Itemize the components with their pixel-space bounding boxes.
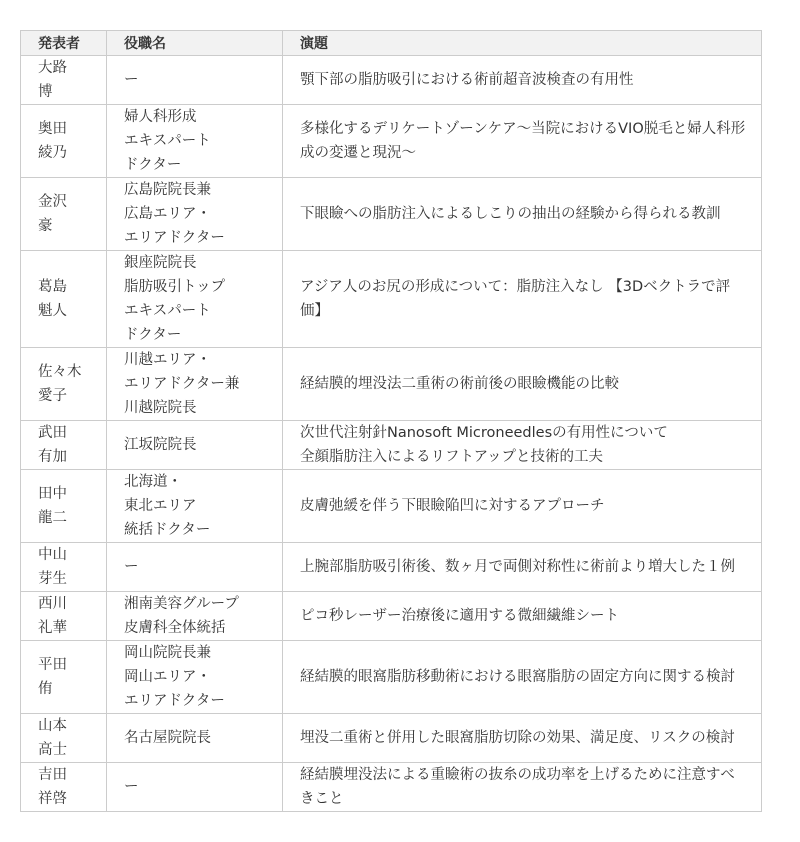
table-row <box>21 543 762 592</box>
position-cell: 川越エリア・ エリアドクター兼 川越院院長 <box>107 348 283 421</box>
title-cell: 顎下部の脂肪吸引における術前超音波検査の有用性 <box>283 56 762 105</box>
title-cell: 下眼瞼への脂肪注入によるしこりの抽出の経験から得られる教訓 <box>283 178 762 251</box>
presenter-cell: 田中 龍二 <box>21 470 107 543</box>
table-body <box>21 56 762 812</box>
presenter-cell: 吉田 祥啓 <box>21 763 107 812</box>
presenter-cell: 平田 侑 <box>21 641 107 714</box>
presenter-cell: 奥田 綾乃 <box>21 105 107 178</box>
presenter-cell: 金沢 豪 <box>21 178 107 251</box>
title-cell: 埋没二重術と併用した眼窩脂肪切除の効果、満足度、リスクの検討 <box>283 714 762 763</box>
table-row <box>21 178 762 251</box>
title-cell: 次世代注射針Nanosoft Microneedlesの有用性について 全顔脂肪注入によるリフトアップと技術的工夫 <box>283 421 762 470</box>
position-cell: 湘南美容グループ 皮膚科全体統括 <box>107 592 283 641</box>
header-presenter: 発表者 <box>21 31 107 56</box>
position-cell: 広島院院長兼 広島エリア・ エリアドクター <box>107 178 283 251</box>
position-cell: 江坂院院長 <box>107 421 283 470</box>
presenter-cell: 山本 高士 <box>21 714 107 763</box>
table-row <box>21 592 762 641</box>
title-cell: 経結膜的眼窩脂肪移動術における眼窩脂肪の固定方向に関する検討 <box>283 641 762 714</box>
presentation-table <box>20 30 762 812</box>
title-cell: 経結膜的埋没法二重術の術前後の眼瞼機能の比較 <box>283 348 762 421</box>
table-header-row <box>21 31 762 56</box>
table-row <box>21 348 762 421</box>
table-row <box>21 714 762 763</box>
position-cell: 銀座院院長 脂肪吸引トップ エキスパート ドクター <box>107 251 283 348</box>
presenter-cell: 佐々木 愛子 <box>21 348 107 421</box>
header-position: 役職名 <box>107 31 283 56</box>
title-cell: 経結膜埋没法による重瞼術の抜糸の成功率を上げるために注意すべきこと <box>283 763 762 812</box>
presenter-cell: 中山 芽生 <box>21 543 107 592</box>
header-title: 演題 <box>283 31 762 56</box>
presenter-cell: 西川 礼華 <box>21 592 107 641</box>
table-row <box>21 641 762 714</box>
position-cell: 名古屋院院長 <box>107 714 283 763</box>
presenter-cell: 武田 有加 <box>21 421 107 470</box>
table-row <box>21 470 762 543</box>
title-cell: アジア人のお尻の形成について：脂肪注入なし 【3Dベクトラで評価】 <box>283 251 762 348</box>
table-row <box>21 56 762 105</box>
title-cell: 皮膚弛緩を伴う下眼瞼陥凹に対するアプローチ <box>283 470 762 543</box>
position-cell: 岡山院院長兼 岡山エリア・ エリアドクター <box>107 641 283 714</box>
table-row <box>21 763 762 812</box>
presenter-cell: 大路 博 <box>21 56 107 105</box>
position-cell: 婦人科形成 エキスパート ドクター <box>107 105 283 178</box>
position-cell: ー <box>107 56 283 105</box>
table-row <box>21 421 762 470</box>
position-cell: ー <box>107 763 283 812</box>
title-cell: ピコ秒レーザー治療後に適用する微細繊維シート <box>283 592 762 641</box>
title-cell: 上腕部脂肪吸引術後、数ヶ月で両側対称性に術前より増大した１例 <box>283 543 762 592</box>
title-cell: 多様化するデリケートゾーンケア〜当院におけるVIO脱毛と婦人科形成の変遷と現況〜 <box>283 105 762 178</box>
table-row <box>21 251 762 348</box>
position-cell: 北海道・ 東北エリア 統括ドクター <box>107 470 283 543</box>
position-cell: ー <box>107 543 283 592</box>
table-row <box>21 105 762 178</box>
presenter-cell: 葛島 魁人 <box>21 251 107 348</box>
